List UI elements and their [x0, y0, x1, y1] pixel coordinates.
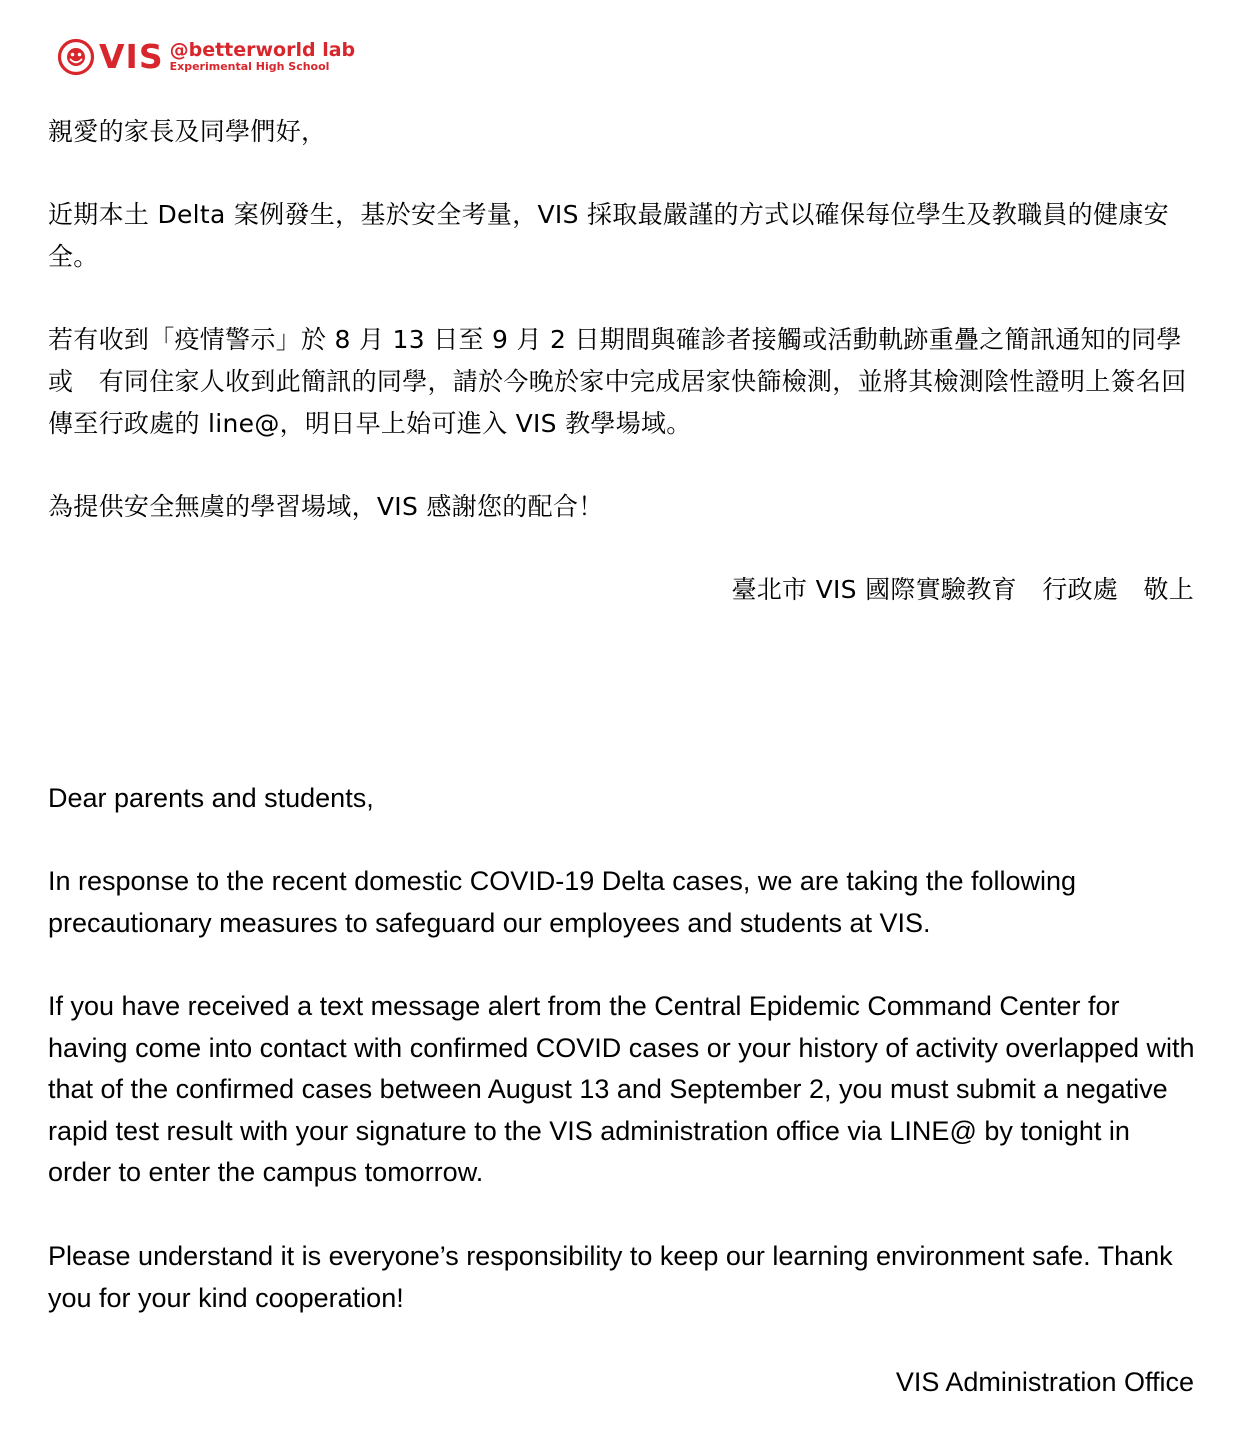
- english-greeting: Dear parents and students,: [48, 783, 374, 813]
- school-logo: [56, 36, 355, 78]
- english-paragraph-3: Please understand it is everyone’s responsibility to keep our learning environment safe. Thank you for your kind cooperation!: [48, 1241, 1173, 1313]
- english-paragraph-2: If you have received a text message alert from the Central Epidemic Command Center for having come into contact with confirmed COVID cases or your history of activity overlapped with that of the confirmed cases between August 13 and September 2, you must submit a negative rapid test result with your signature to the VIS administration office via LINE@ by tonight in order to enter the campus tomorrow.: [48, 991, 1195, 1187]
- chinese-paragraph-3: 為提供安全無虞的學習場域，VIS 感謝您的配合！: [48, 492, 604, 521]
- chinese-paragraph-2: 若有收到「疫情警示」於 8 月 13 日至 9 月 2 日期間與確診者接觸或活動軌跡重疊之簡訊通知的同學 或 有同住家人收到此簡訊的同學，請於今晚於家中完成居家快篩檢測，並將其檢測陰性證明上簽名回傳至行政處的 line@，明日早上始可進入 VIS 教學場域。: [48, 325, 1208, 438]
- vis-face-logo-icon: [56, 37, 96, 77]
- logo-text-group: [170, 41, 356, 73]
- logo-tagline: @betterworld lab: [169, 39, 356, 61]
- logo-brand-text: VIS: [99, 37, 164, 76]
- chinese-greeting: 親愛的家長及同學們好，: [48, 117, 327, 146]
- chinese-signature: 臺北市 VIS 國際實驗教育 行政處 敬上: [731, 575, 1194, 604]
- chinese-paragraph-1: 近期本土 Delta 案例發生，基於安全考量，VIS 採取最嚴謹的方式以確保每位學生及教職員的健康安全。: [48, 200, 1169, 271]
- logo-subtitle: Experimental High School: [169, 60, 330, 73]
- english-paragraph-1: In response to the recent domestic COVID-19 Delta cases, we are taking the following precautionary measures to safeguard our employees and students at VIS.: [48, 866, 1077, 938]
- english-signature: VIS Administration Office: [895, 1367, 1194, 1397]
